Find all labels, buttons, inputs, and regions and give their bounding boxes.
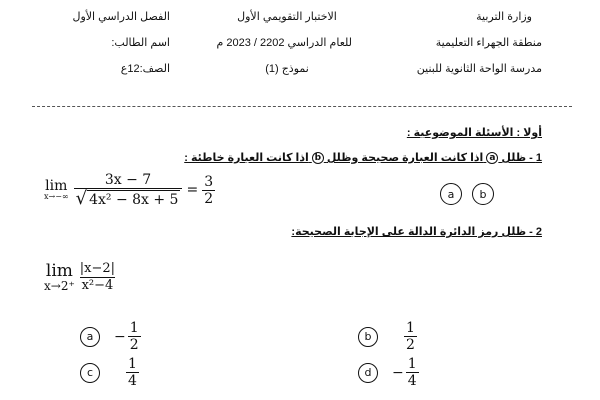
q1-instruction-part1: 1 - ظلل [501, 152, 542, 164]
q1-instruction-part2: اذا كانت العبارة صحيحة وظلل [326, 152, 484, 164]
header-left [30, 10, 170, 75]
q1-denominator: 4x² − 8x + 5 [89, 192, 179, 209]
option-a-value [114, 320, 141, 354]
q1-denominator-wrap [74, 188, 183, 209]
option-b-circle[interactable]: b [358, 327, 378, 347]
option-d-num: 1 [407, 356, 417, 372]
q2-expression [44, 262, 117, 294]
q2-limit [44, 260, 75, 293]
q2-lim-sub: x→2⁺ [44, 278, 75, 293]
option-c-num: 1 [128, 356, 137, 372]
exam-title: الاختبار التقويمي الأول [237, 11, 337, 23]
q1-choice-a-button[interactable]: a [440, 183, 462, 205]
q2-option-a[interactable] [80, 320, 141, 354]
option-b-den: 2 [406, 337, 415, 354]
q1-expression [44, 172, 215, 209]
option-d-sign: − [392, 364, 404, 381]
option-a-num: 1 [129, 320, 139, 336]
q2-instruction: 2 - ظلل رمز الدائرة الدالة على الإجابة الصحيحة: [291, 226, 542, 238]
academic-year: للعام الدراسي 2202 / 2023 م [216, 37, 352, 49]
q1-numerator: 3x − 7 [104, 172, 152, 188]
header-center [216, 10, 352, 75]
option-c-circle[interactable]: c [80, 363, 100, 383]
section-title: أولا : الأسئلة الموضوعية : [406, 127, 542, 139]
option-d-den: 4 [407, 373, 417, 390]
q1-instruction [184, 151, 542, 164]
option-c-value [126, 356, 139, 390]
q1-fraction [74, 172, 183, 209]
q1-equals: = [186, 182, 199, 199]
q1-rhs-fraction [202, 174, 215, 208]
q1-answer-choices [440, 183, 494, 205]
q2-option-c[interactable] [80, 356, 139, 390]
q1-rhs-denominator: 2 [204, 190, 214, 207]
q2-denominator: x²−4 [81, 277, 114, 293]
q1-limit [44, 179, 69, 202]
option-c-den: 4 [128, 373, 137, 390]
q2-numerator: |x−2| [79, 261, 116, 276]
semester: الفصل الدراسي الأول [72, 11, 170, 23]
q1-rhs-numerator: 3 [204, 173, 214, 190]
sqrt-symbol: √ [75, 188, 88, 210]
option-d-value [392, 356, 419, 390]
option-a-sign: − [114, 328, 126, 345]
q1-inline-choice-b: b [312, 152, 324, 164]
q1-lim-sub: x→−∞ [44, 192, 69, 202]
school-name: مدرسة الواحة الثانوية للبنين [416, 63, 542, 75]
student-name-label: اسم الطالب: [111, 37, 170, 49]
option-b-value [404, 320, 417, 354]
option-a-circle[interactable]: a [80, 327, 100, 347]
q1-sqrt [76, 190, 181, 209]
q2-fraction [78, 262, 117, 294]
q2-lim-word: lim [45, 260, 73, 281]
class-label: الصف:12ع [120, 63, 170, 75]
q1-inline-choice-a: a [486, 152, 498, 164]
q1-lim-word: lim [45, 178, 68, 195]
q1-choice-b-button[interactable]: b [472, 183, 494, 205]
district-name: منطقة الجهراء التعليمية [435, 37, 542, 49]
q1-instruction-part3: اذا كانت العبارة خاطئة : [184, 152, 309, 164]
option-a-den: 2 [129, 337, 139, 354]
header-right [417, 10, 542, 75]
q2-option-d[interactable] [358, 356, 419, 390]
ministry-name: وزارة التربية [476, 11, 532, 23]
option-b-num: 1 [406, 320, 415, 336]
model-number: نموذج (1) [265, 63, 309, 75]
option-d-circle[interactable]: d [358, 363, 378, 383]
separator-line [32, 106, 572, 107]
q2-option-b[interactable] [358, 320, 417, 354]
